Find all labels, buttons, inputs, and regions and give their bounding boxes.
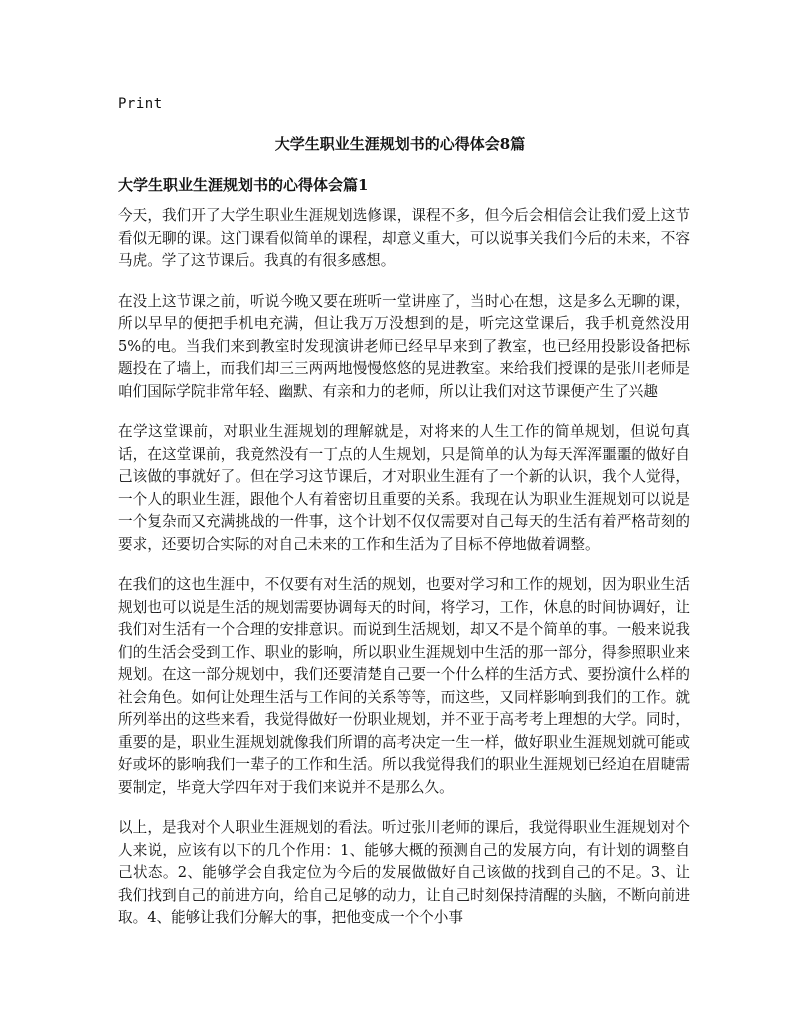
paragraph-4: 在我们的这也生涯中，不仅要有对生活的规划，也要对学习和工作的规划，因为职业生活规划也可以说是生活的规划需要协调每天的时间，将学习，工作，休息的时间协调好，让我们对生活有一个合理的安排意识。而说到生活规划，却又不是个简单的事。一般来说我们的生活会受到工作、职业的影响，所以职业生涯规划中生活的那一部分，得参照职业来规划。在这一部分规划中，我们还要清楚自己要一个什么样的生活方式、要扮演什么样的社会角色。如何让处理生活与工作间的关系等等，而这些，又同样影响到我们的工作。就所列举出的这些来看，我觉得做好一份职业规划，并不亚于高考考上理想的大学。同时，重要的是，职业生涯规划就像我们所谓的高考决定一生一样，做好职业生涯规划就可能或好或坏的影响我们一辈子的工作和生活。所以我觉得我们的职业生涯规划已经迫在眉睫需要制定，毕竟大学四年对于我们来说并不是那么久。 <box>118 576 690 796</box>
paragraph-1: 今天，我们开了大学生职业生涯规划选修课，课程不多，但今后会相信会让我们爱上这节看似无聊的课。这门课看似简单的课程，却意义重大，可以说事关我们今后的未来，不容马虎。学了这节课后。我真的有很多感想。 <box>118 207 690 269</box>
print-label: Print <box>118 96 163 112</box>
section-heading: 大学生职业生涯规划书的心得体会篇1 <box>118 176 369 194</box>
paragraph-5: 以上，是我对个人职业生涯规划的看法。听过张川老师的课后，我觉得职业生涯规划对个人来说，应该有以下的几个作用：1、能够大概的预测自己的发展方向，有计划的调整自己状态。2、能够学会自我定位为今后的发展做做好自己该做的找到自己的不足。3、让我们找到自己的前进方向，给自己足够的动力，让自己时刻保持清醒的头脑，不断向前进取。4、能够让我们分解大的事，把他变成一个个小事 <box>118 819 690 926</box>
document-body <box>118 205 690 948</box>
document-title: 大学生职业生涯规划书的心得体会8篇 <box>274 135 526 153</box>
paragraph-3: 在学这堂课前，对职业生涯规划的理解就是，对将来的人生工作的简单规划，但说句真话，在这堂课前，我竟然没有一丁点的人生规划，只是简单的认为每天浑浑噩噩的做好自己该做的事就好了。但在学习这节课后，才对职业生涯有了一个新的认识，我个人觉得，一个人的职业生涯，跟他个人有着密切且重要的关系。我现在认为职业生涯规划可以说是一个复杂而又充满挑战的一件事，这个计划不仅仅需要对自己每天的生活有着严格苛刻的要求，还要切合实际的对自己未来的工作和生活为了目标不停地做着调整。 <box>118 423 690 553</box>
paragraph-2: 在没上这节课之前，听说今晚又要在班听一堂讲座了，当时心在想，这是多么无聊的课，所以早早的便把手机电充满，但让我万万没想到的是，听完这堂课后，我手机竟然没用5%的电。当我们来到教室时发现演讲老师已经早早来到了教室，也已经用投影设备把标题投在了墙上，而我们却三三两两地慢慢悠悠的晃进教室。来给我们授课的是张川老师是咱们国际学院非常年轻、幽默、有亲和力的老师，所以让我们对这节课便产生了兴趣 <box>118 292 690 400</box>
